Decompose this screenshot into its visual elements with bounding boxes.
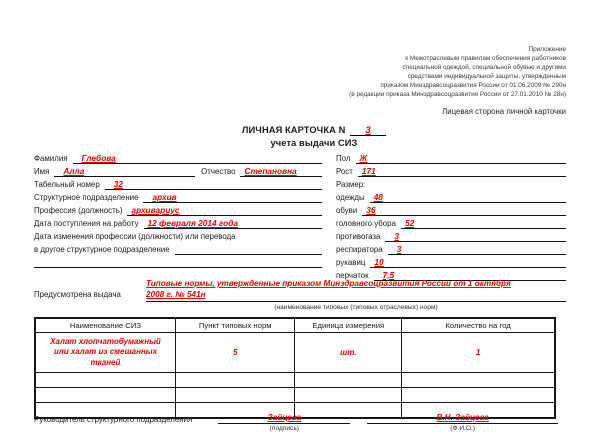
column-header-siz-name: Наименование СИЗ — [35, 318, 175, 333]
clothing-size-label: одежды — [336, 193, 365, 203]
profession-label: Профессия (должность) — [34, 206, 123, 216]
change-date-label-line1: Дата изменения профессии (должности) или перевода — [34, 232, 236, 242]
front-side-note: Лицевая сторона личной карточки — [442, 107, 566, 116]
department-line — [143, 193, 322, 203]
sizes-column — [336, 151, 566, 281]
gas-mask-size-line — [385, 232, 566, 242]
card-number-line — [350, 125, 386, 136]
sex-label: Пол — [336, 154, 351, 164]
field-headgear-size — [336, 216, 566, 229]
footwear-size-value: 36 — [366, 204, 376, 215]
patronymic-label: Отчество — [201, 167, 236, 177]
table-empty-row — [35, 373, 555, 388]
table-header-row — [35, 318, 555, 333]
patronymic-value: Степановна — [244, 165, 297, 176]
first-name-line — [54, 167, 195, 177]
issue-norms-row — [34, 278, 566, 302]
clothing-size-line — [370, 193, 566, 203]
full-name-block — [367, 413, 558, 432]
full-name-line — [367, 413, 558, 424]
sex-value: Ж — [359, 152, 368, 163]
empty-cell — [35, 373, 175, 388]
profession-line — [127, 206, 322, 216]
appendix-line: к Межотраслевым правилам обеспечения работников — [405, 55, 566, 62]
cell-quantity: 1 — [402, 333, 555, 373]
gloves-size-label: перчаток — [336, 271, 369, 281]
table-empty-row — [35, 388, 555, 403]
issue-norms-value-line2: 2008 г. № 541н — [146, 290, 206, 299]
extra-blank-line — [34, 267, 322, 268]
hire-date-label: Дата поступления на работу — [34, 219, 139, 229]
issue-norms-section — [34, 278, 566, 311]
field-hire-date — [34, 216, 322, 229]
gloves-size-value: 7,5 — [382, 269, 395, 280]
cell-norm-item: 5 — [175, 333, 295, 373]
cell-siz-name: Халат хлопчатобумажный или халат из смешанных тканей — [35, 333, 175, 373]
full-name-value: В.Н. Зайцева — [436, 413, 489, 422]
field-extra-blank — [34, 255, 322, 268]
appendix-line: (в редакции приказа Минздравсоцразвития России от 27.01.2010 № 28н) — [349, 91, 566, 98]
personnel-number-value: 32 — [113, 178, 123, 189]
fields-area — [34, 151, 566, 281]
issue-norms-value-line1: Типовые нормы, утвержденные приказом Минздравсоцразвития России от 1 октября — [146, 279, 511, 288]
surname-label: Фамилия — [34, 154, 68, 164]
field-size-header — [336, 177, 566, 190]
field-change-date-line2 — [34, 242, 322, 255]
mittens-size-value: 10 — [374, 256, 384, 267]
field-height — [336, 164, 566, 177]
issue-norms-line — [146, 278, 566, 302]
field-clothing-size — [336, 190, 566, 203]
empty-cell — [295, 388, 402, 403]
mittens-size-label: рукавиц — [336, 258, 366, 268]
height-line — [358, 167, 566, 177]
field-profession — [34, 203, 322, 216]
appendix-line: специальной одеждой, специальной обувью и другими — [402, 64, 566, 71]
personnel-number-label: Табельный номер — [34, 180, 100, 190]
empty-cell — [175, 388, 295, 403]
height-label: Рост — [336, 167, 353, 177]
footer-signatures — [34, 413, 558, 432]
patronymic-line — [240, 167, 322, 177]
empty-cell — [402, 373, 555, 388]
appendix-note — [349, 45, 566, 99]
headgear-size-line — [401, 219, 566, 229]
field-department — [34, 190, 322, 203]
column-header-norm-item: Пункт типовых норм — [175, 318, 295, 333]
clothing-size-value: 48 — [373, 191, 383, 202]
height-value: 171 — [361, 165, 376, 176]
field-respirator-size — [336, 242, 566, 255]
department-label: Структурное подразделение — [34, 193, 139, 203]
field-name-patronymic — [34, 164, 322, 177]
empty-cell — [175, 373, 295, 388]
issue-norms-label: Предусмотрена выдача — [34, 290, 121, 299]
field-sex — [336, 151, 566, 164]
gas-mask-size-label: противогаза — [336, 232, 381, 242]
title-label: ЛИЧНАЯ КАРТОЧКА N — [241, 125, 346, 135]
respirator-size-value: 3 — [396, 243, 402, 254]
cell-unit: шт. — [295, 333, 402, 373]
mittens-size-line — [370, 258, 566, 268]
document-subtitle: учета выдачи СИЗ — [270, 137, 358, 148]
column-header-unit: Единица измерения — [295, 318, 402, 333]
document-title — [14, 125, 600, 148]
change-date-line — [175, 254, 322, 255]
profession-value: архивариус — [131, 204, 180, 215]
field-footwear-size — [336, 203, 566, 216]
personal-data-column — [34, 151, 322, 281]
signature-block — [218, 413, 350, 432]
headgear-size-label: головного убора — [336, 219, 396, 229]
signature-caption: (подпись) — [269, 425, 299, 433]
change-date-label-line2: в другое структурное подразделение — [34, 245, 170, 255]
field-mittens-size — [336, 255, 566, 268]
full-name-caption: (Ф.И.О.) — [450, 425, 476, 433]
department-value: архив — [152, 191, 177, 202]
field-gas-mask-size — [336, 229, 566, 242]
empty-cell — [295, 373, 402, 388]
gas-mask-size-value: 3 — [394, 230, 400, 241]
column-header-quantity: Количество на год — [402, 318, 555, 333]
head-of-department-label: Руководитель структурного подразделения — [34, 415, 193, 424]
signature-value: Зайцева — [267, 413, 302, 422]
empty-cell — [402, 388, 555, 403]
hire-date-value: 12 февраля 2014 года — [147, 217, 238, 228]
surname-value: Глебова — [81, 152, 116, 163]
appendix-line: Приложение — [528, 46, 566, 53]
issue-norms-caption: (наименование типовых (типовых отраслевых) норм) — [274, 303, 438, 311]
empty-cell — [35, 388, 175, 403]
respirator-size-label: респиратора — [336, 245, 383, 255]
appendix-line: приказом Минздравсоцразвития России от 01.06.2009 № 290н — [380, 82, 566, 89]
card-number-value: 3 — [365, 125, 371, 135]
field-personnel-number — [34, 177, 322, 190]
siz-table — [34, 317, 556, 419]
headgear-size-value: 52 — [404, 217, 415, 228]
personnel-number-line — [105, 180, 322, 190]
signature-line — [218, 413, 350, 424]
field-change-date-line1 — [34, 229, 322, 242]
size-header-label: Размер: — [336, 180, 366, 190]
footwear-size-label: обуви — [336, 206, 358, 216]
surname-line — [73, 154, 322, 164]
appendix-line: средствами индивидуальной защиты, утвержденным — [407, 73, 566, 80]
table-row — [35, 333, 555, 373]
first-name-value: Алла — [63, 165, 85, 176]
field-surname — [34, 151, 322, 164]
respirator-size-line — [388, 245, 566, 255]
sex-line — [356, 154, 567, 164]
footwear-size-line — [362, 206, 566, 216]
hire-date-line — [144, 219, 322, 229]
first-name-label: Имя — [34, 167, 50, 177]
